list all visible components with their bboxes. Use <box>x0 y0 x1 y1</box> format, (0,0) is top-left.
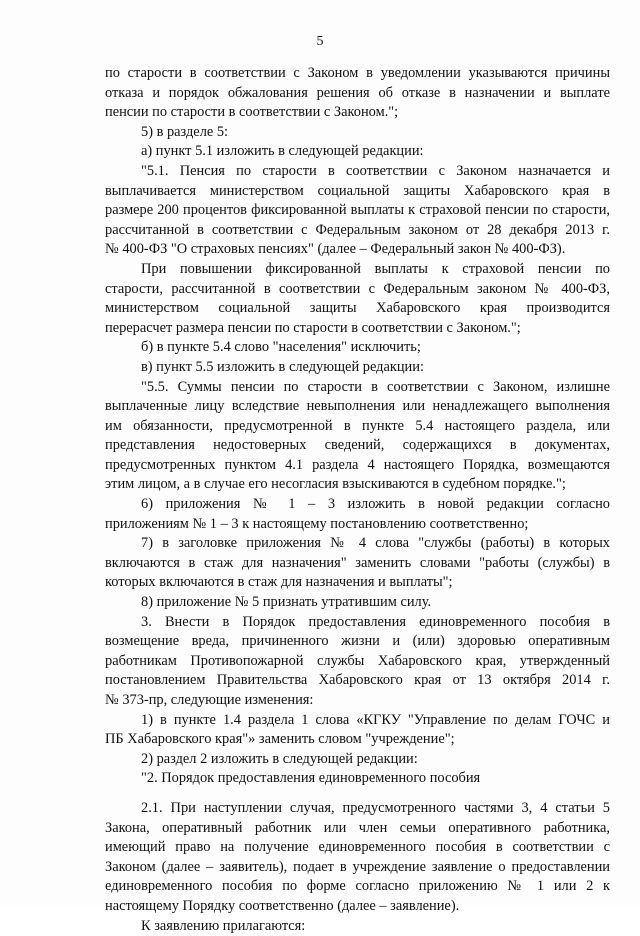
text-line: приложениям № 1 – 3 к настоящему постановлению соответственно; <box>105 515 529 532</box>
text-line: им обязанности, предусмотренной в пункте 5.4 настоящего раздела, или <box>105 417 610 434</box>
text-line: Законом (далее – заявитель), подает в учреждение заявление о предоставлении <box>105 858 610 875</box>
text-line: включаются в стаж для назначения" заменить словами "работы (службы) в <box>105 554 610 571</box>
text-line: перерасчет размера пенсии по старости в соответствии с Законом."; <box>105 319 521 336</box>
text-line: Закона, оперативный работник или член семьи оперативного работника, <box>105 819 610 836</box>
text-line: "5.5. Суммы пенсии по старости в соответствии с Законом, излишне <box>141 378 610 395</box>
text-line: "5.1. Пенсия по старости в соответствии с Законом назначается и <box>141 162 610 179</box>
text-line: 2) раздел 2 изложить в следующей редакции: <box>141 750 418 767</box>
text-line: № 400-ФЗ "О страховых пенсиях" (далее – Федеральный закон № 400-ФЗ). <box>105 241 566 258</box>
text-line: единовременного пособия по форме согласно приложению № 1 или 2 к <box>105 878 610 895</box>
text-line: постановлением Правительства Хабаровского края от 13 октября 2014 г. <box>105 672 610 689</box>
text-line: которых включаются в стаж для назначения и выплаты"; <box>105 574 453 591</box>
text-line: 8) приложение № 5 признать утратившим силу. <box>141 594 432 611</box>
text-line: по старости в соответствии с Законом в уведомлении указываются причины <box>105 65 610 81</box>
text-line: министерством социальной защиты Хабаровского края производится <box>105 300 610 317</box>
text-line: При повышении фиксированной выплаты к страховой пенсии по <box>141 260 610 277</box>
text-line: рассчитанной в соответствии с Федеральным законом от 28 декабря 2013 г. <box>105 221 610 238</box>
text-line: старости, рассчитанной в соответствии с Федеральным законом № 400-ФЗ, <box>105 280 610 297</box>
text-line: размере 200 процентов фиксированной выплаты к страховой пенсии по старости, <box>105 202 610 219</box>
text-line: представления недостоверных сведений, содержащихся в документах, <box>105 437 610 454</box>
text-line: имеющий право на получение единовременного пособия в соответствии с <box>105 839 610 856</box>
text-line: отказа и порядок обжалования решения об отказе в назначении и выплате <box>105 84 610 101</box>
text-line: 6) приложения № 1 – 3 изложить в новой редакции согласно <box>141 496 610 513</box>
text-line: б) в пункте 5.4 слово "населения" исключить; <box>141 339 421 356</box>
text-line: настоящему Порядку соответственно (далее – заявление). <box>105 897 460 914</box>
text-line: 5) в разделе 5: <box>141 123 229 140</box>
text-line: работникам Противопожарной службы Хабаровского края, утвержденный <box>105 652 610 669</box>
text-line: предусмотренных пунктом 4.1 раздела 4 настоящего Порядка, возмещаются <box>105 456 610 473</box>
page-number: 5 <box>316 34 324 49</box>
document-body <box>105 64 610 936</box>
text-line: возмещение вреда, причиненного жизни и (или) здоровью оперативным <box>105 633 610 650</box>
text-line: К заявлению прилагаются: <box>141 917 306 934</box>
text-line: 7) в заголовке приложения № 4 слова "службы (работы) в которых <box>141 535 610 552</box>
text-line: ПБ Хабаровского края"» заменить словом "учреждение"; <box>105 731 455 748</box>
text-line: а) пункт 5.1 изложить в следующей редакции: <box>141 143 424 160</box>
text-line: выплаченные лицу вследствие невыполнения или ненадлежащего выполнения <box>105 398 610 415</box>
text-line: пенсии по старости в соответствии с Законом."; <box>105 104 399 121</box>
text-line: этим лицом, а в случае его несогласия взыскиваются в судебном порядке."; <box>105 476 566 493</box>
text-line: "2. Порядок предоставления единовременного пособия <box>141 770 481 787</box>
text-line: 2.1. При наступлении случая, предусмотренного частями 3, 4 статьи 5 <box>141 799 610 816</box>
text-line: № 373-пр, следующие изменения: <box>105 692 314 708</box>
text-line: в) пункт 5.5 изложить в следующей редакции: <box>141 358 424 375</box>
text-line: 3. Внести в Порядок предоставления единовременного пособия в <box>141 613 610 630</box>
text-line: выплачивается министерством социальной защиты Хабаровского края в <box>105 182 610 199</box>
text-line: 1) в пункте 1.4 раздела 1 слова «КГКУ "Управление по делам ГОЧС и <box>141 711 610 728</box>
